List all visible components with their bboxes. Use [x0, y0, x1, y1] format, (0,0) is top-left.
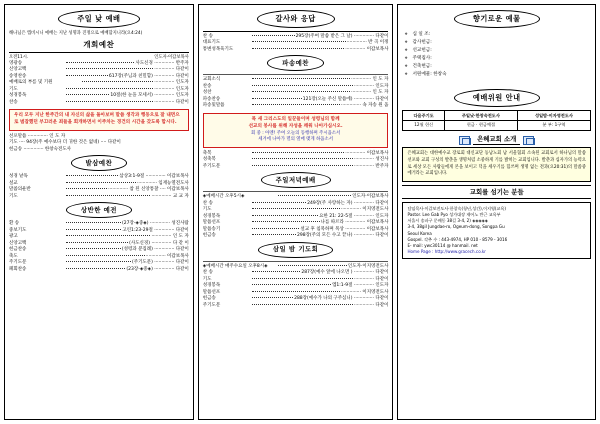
- column1-title: 주일 낮 예배: [58, 10, 139, 28]
- dot-leader: [66, 248, 121, 249]
- order-value: 287장(예수 앞에 나오면 ) ·············· 다같이: [301, 270, 389, 276]
- committee-title-wrap: [402, 89, 591, 107]
- dot-leader: [66, 62, 135, 63]
- order-value: 617장(주님과 친밀함) ·············· 다같이: [108, 73, 189, 79]
- order-list-1: [9, 61, 189, 107]
- order-list-3: [9, 221, 189, 273]
- order-label: 말씀선포: [202, 220, 221, 226]
- duty-header-cell: 성일밤·이자영전도사: [517, 111, 590, 121]
- order-label: 중보기도: [9, 227, 27, 233]
- contact-homepage[interactable]: Home Page : http://www.gracech.co.kr: [407, 248, 486, 254]
- order-label: 주기도문: [9, 260, 27, 266]
- dot-leader: [66, 94, 110, 95]
- order-value: ·············· 속 자송 원 옵: [340, 103, 389, 109]
- section-wednesday-title: 삼일 밤 기도회: [258, 242, 334, 258]
- table-header-row: [403, 111, 591, 121]
- service-time: 오전11시.: [9, 54, 29, 60]
- dot-leader: [66, 229, 122, 230]
- column2-title: 갈사와 응답: [257, 10, 335, 28]
- offering-list: [402, 31, 591, 79]
- order-label: 광고: [9, 234, 18, 240]
- dot-leader: [252, 165, 353, 166]
- dot-leader: [82, 81, 153, 82]
- order-list-wednesday: [203, 264, 389, 310]
- divider: [203, 261, 389, 262]
- order-value: ·············· 인 도 자: [351, 77, 389, 83]
- order-label: 헌금찬송: [9, 247, 27, 253]
- order-value: ·············· 다같이: [154, 67, 189, 73]
- order-list-evening: [203, 194, 389, 240]
- duty-table: [402, 110, 591, 131]
- church-intro-heading: [402, 135, 591, 146]
- duty-header-cell: 다음주기도: [403, 111, 444, 121]
- section-wednesday-title-wrap: [203, 242, 389, 258]
- order-label: ◈예배시간 오후5시◈: [202, 194, 245, 200]
- order-row: [203, 233, 389, 240]
- dot-leader: [252, 158, 353, 159]
- duty-cell: 12월 헌신: [403, 120, 444, 130]
- section3-title-wrap: [9, 202, 189, 218]
- dot-leader: [66, 235, 151, 236]
- section-opening-title: 개회예찬: [83, 40, 115, 50]
- order-value: 288장(예수가 나의 구주심니) ·············· 다같이: [294, 296, 389, 302]
- offering-item: ❖ 서원예물: 한창숙: [412, 71, 591, 79]
- dot-leader: [252, 228, 299, 229]
- order-label: 설교: [9, 180, 18, 186]
- order-label: 축복: [202, 150, 212, 156]
- reading-line-4: 세겨에 나아가 멸의 열매 맺게 하옵소서: [258, 137, 334, 143]
- contact-block: [402, 202, 591, 259]
- dot-leader: [252, 202, 306, 203]
- pastor-letter: 해나님은 엡비시니 예배는 지난 성명과 진정으로 예배함지니라(요4:24): [9, 30, 143, 36]
- order-value: 엡1:1-9절 ·············· 인도자: [332, 283, 389, 289]
- reading-line-1: 목 새 그리스도의 일꾼들이며 성령님의 함께: [251, 116, 340, 122]
- order-value: 나를 따르라 ·············· 이갑보목사: [320, 220, 389, 226]
- dot-leader: [252, 152, 344, 153]
- offering-item: ❖ 선교헌금:: [412, 47, 591, 55]
- responsive-reading-callout: [203, 113, 389, 148]
- order-label: 말씀의운반: [9, 187, 31, 193]
- service-leader: 인도자·이갑보목사: [154, 54, 189, 60]
- dot-leader: [66, 75, 108, 76]
- section-evening-title-wrap: [203, 172, 389, 188]
- dot-leader: [252, 208, 340, 209]
- order-label: 파송찬송: [202, 96, 221, 102]
- dot-leader: [252, 104, 340, 105]
- order-label: 대표기도: [202, 40, 221, 46]
- order-value: ·············· 다같이: [353, 276, 389, 282]
- order-value: (사도신경) ·············· 다 같 이: [129, 240, 189, 246]
- order-label: 찬 송: [202, 33, 213, 39]
- committee-title: 예배위원 안내: [454, 89, 540, 107]
- order-value: (성령과 분집례) ·············· 다같이: [121, 247, 189, 253]
- column3-title-wrap: [402, 10, 591, 28]
- order-label: 성경봉독: [9, 93, 27, 99]
- order-value: ·············· 다같이: [353, 302, 389, 308]
- order-label: 파송및말씀: [202, 103, 225, 109]
- order-value: ·············· 인도자: [353, 83, 389, 89]
- offering-item: ❖ 십 일 조:: [412, 31, 591, 39]
- order-value: ·············· 교 교 자: [151, 193, 189, 199]
- order-row: [9, 100, 189, 107]
- dot-leader: [252, 234, 296, 235]
- church-badge-icon: [459, 136, 470, 145]
- order-label: 신앙고백: [9, 240, 27, 246]
- order-label: 축도: [9, 253, 18, 259]
- order-row: [9, 267, 189, 274]
- contact-line: 3-4, 38gil Jungdae-ro, Ogeum-dong, Songpa Gu: [407, 224, 505, 230]
- order-label: 성경봉독: [202, 213, 221, 219]
- order-value: 인도자·이지영전도사: [347, 263, 389, 269]
- dot-leader: [66, 182, 136, 183]
- dot-leader: [252, 221, 320, 222]
- order-label: 통변성목육기도: [202, 46, 234, 52]
- dot-leader: [66, 242, 128, 243]
- order-value: 설교 후 침묵하며 묵상 ·············· 이갑보목사: [300, 226, 389, 232]
- order-label: 기도: [202, 276, 212, 282]
- order-label: 찬 송: [202, 270, 213, 276]
- order-label: 말씀선포: [202, 289, 221, 295]
- column-offerings-info: [397, 4, 596, 420]
- order-label: 찬송: [202, 83, 212, 89]
- order-label: 영광송: [9, 60, 23, 66]
- repentance-callout: [9, 109, 189, 131]
- column-worship-order: [4, 4, 194, 420]
- dot-leader: [66, 175, 119, 176]
- reading-line-3: 회 중 : 아멘! 주여 오늘의 동행하며 주시옵소서: [250, 130, 341, 136]
- order-value: 298장(주의 모든 수고 끝나) ·············· 다같이: [296, 233, 389, 239]
- dot-leader: [252, 85, 353, 86]
- order-label: 송영찬송: [9, 73, 27, 79]
- dot-leader: [66, 68, 154, 69]
- order-value: ·············· 인 도 자: [151, 234, 189, 240]
- order-value: ·············· 임재능열전도사: [136, 180, 189, 186]
- dot-leader: [252, 278, 353, 279]
- dot-leader: [66, 261, 131, 262]
- column2-title-wrap: [203, 10, 389, 28]
- order-list-after: [203, 151, 389, 171]
- order-label: 신앙고백: [9, 67, 27, 73]
- order-row: [9, 147, 189, 154]
- duty-cell: 분 부: 1구역: [517, 120, 590, 130]
- order-value: (27장-◈중◈) ·············· 성진사람: [122, 221, 189, 227]
- order-label: 헌금송: [202, 296, 216, 302]
- dot-leader: [66, 255, 145, 256]
- divider: [203, 191, 389, 192]
- column3-title: 향기로운 예물: [454, 10, 540, 28]
- order-label: 성경 낱독: [9, 174, 28, 180]
- dot-leader: [66, 195, 151, 196]
- order-value: 295장(주여 말씀 받은 그 날) ·············· 다같이: [295, 33, 389, 39]
- order-row: [203, 303, 389, 310]
- dot-leader: [252, 91, 350, 92]
- order-row: [9, 194, 189, 201]
- order-value: 사도신경 ·············· 반주자: [135, 60, 189, 66]
- order-value: ·············· 참 된 신앙통찰 ···· 이갑보목사: [108, 187, 189, 193]
- dot-leader: [252, 78, 350, 79]
- contact-phone: Gospel. 각추 수 : 443-4974, HP 010 - 8579 - 3016: [407, 236, 508, 242]
- section-evening-title: 주일저녁예배: [261, 172, 331, 188]
- section-sending-title-wrap: [203, 55, 389, 71]
- offering-item: ❖ 감사헌금:: [412, 39, 591, 47]
- order-label: 기도: [9, 86, 18, 92]
- dot-leader: [252, 35, 295, 36]
- order-value: ·············· 이갑보목사: [345, 150, 389, 156]
- order-label: 성찬: [202, 90, 212, 96]
- order-label: 예배로의 부름 및 기원: [9, 80, 53, 86]
- order-row: [203, 164, 389, 171]
- table-row: [403, 120, 591, 130]
- order-label: 기도: [202, 207, 212, 213]
- order-label: ◈예배시간 매주수요일 오후8시◈: [202, 263, 268, 269]
- order-value: ·············· 인도자: [154, 86, 189, 92]
- dot-leader: [66, 88, 154, 89]
- column1-title-wrap: [9, 10, 189, 28]
- order-value: 요한 21: 22-5절 ·············· 인도자: [319, 213, 389, 219]
- order-value: ·············· 인 도 자: [351, 90, 389, 96]
- dot-leader: [252, 271, 300, 272]
- order-label: 선포말씀 ·············· 인 도 자: [9, 133, 66, 139]
- order-row: [203, 47, 389, 54]
- order-list-top: [203, 34, 389, 54]
- order-label: 찬 송: [202, 200, 213, 206]
- dot-leader: [252, 284, 331, 285]
- duty-cell: 헌금 · 현금예절: [444, 120, 517, 130]
- dot-leader: [66, 188, 107, 189]
- order-label: 성경봉독: [202, 283, 221, 289]
- church-badge-icon-right: [523, 136, 534, 145]
- dot-leader: [252, 48, 344, 49]
- contact-line: Pastor. Lee Gab Pyo 성가대장 제어노 반근 교육부: [407, 212, 501, 218]
- order-row: [203, 103, 389, 110]
- servants-heading: 교회를 섬기는 분들: [402, 185, 591, 199]
- contact-line: 담임목사·이갑보전도사·한창숙(청년,성간),이지영(교육): [407, 205, 507, 211]
- dot-leader: [252, 291, 340, 292]
- order-label: 기도: [9, 193, 18, 199]
- contact-line: 서울시 송파구 문배동 38길 3-4, 2) ◈◈◈◈◈: [407, 218, 488, 224]
- section-sending-title: 파송예찬: [267, 55, 324, 71]
- order-label: 주기도문: [202, 302, 221, 308]
- order-label: 헌금송 ·············· 한창숙전도사: [9, 146, 72, 152]
- offering-item: ❖ 건축현금:: [412, 63, 591, 71]
- divider: [9, 52, 189, 53]
- dot-leader: [252, 297, 293, 298]
- order-value: ·············· 이갑보목사: [345, 46, 389, 52]
- dot-leader: [278, 195, 351, 196]
- order-label: 환 송: [9, 221, 20, 227]
- divider: [203, 31, 389, 32]
- dot-leader: [252, 98, 302, 99]
- contact-line: Seoul Korea: [407, 230, 432, 236]
- order-value: 10절(한 눈을 모세서) ·············· 인도자: [110, 93, 189, 99]
- church-intro-text: 은혜교회는 대한예수교 장로회 대신교단 동남노회 남 서울협회 소속된 교회로서 하나님의 말씀 선포와 교회 구성의 발춘을 생명처럼 소중하게 기를 밝히는 교회입니다. 발춘과 십자가의 능력으로 세상 모든 사람들에게 본을 보이고 덕을 세우기를 힘쓰며 생명 없는 전과(요20:31)의 말씀중에거라는 교회입니다.: [402, 147, 591, 182]
- order-value: 삼상3:1-9절 ·············· 이갑보목사: [119, 174, 189, 180]
- section2-title: 발삼예찬: [71, 155, 128, 171]
- repentance-text: 우리 모두 지난 한주간의 내 자신의 삶을 돌아보며 말씀 생각과 행동으로 잘 내면으로 범잡했던 부끄러운 죄들을 회개하면서 이주차는 경건의 시간을 갖도록 합시다.: [14, 113, 180, 126]
- order-label: 성축복: [202, 157, 216, 163]
- order-value: ·············· 다같이: [154, 99, 189, 105]
- order-value: ·············· 인도자: [154, 80, 189, 86]
- dot-leader: [66, 101, 154, 102]
- column-response-services: [198, 4, 394, 420]
- dot-leader: [252, 41, 346, 42]
- order-label: 헌금송: [202, 233, 216, 239]
- order-value: ·············· 이갑보목사: [145, 253, 189, 259]
- order-label: 폐회찬송: [9, 266, 27, 272]
- order-value: (23장-◈중◈) ·············· 다같이: [126, 266, 189, 272]
- order-value: ·············· 이지영전도사: [340, 207, 389, 213]
- order-label: 말씀송기: [202, 226, 221, 232]
- order-value: 고린1:23-29절 ·············· 다같이: [122, 227, 189, 233]
- order-list-sending: [203, 77, 389, 110]
- order-value: ·············· 이지영전도사: [340, 289, 389, 295]
- reading-line-2: 선교의 봉사를 위해 자성을 깨워 나아가십시오.: [248, 123, 343, 129]
- order-value: ·············· 성진사: [353, 157, 389, 163]
- dot-leader: [66, 222, 121, 223]
- offering-item: ❖ 주택집사:: [412, 55, 591, 63]
- dot-leader: [252, 304, 353, 305]
- order-value: 인도자·이갑보목사: [352, 194, 389, 200]
- order-label: 기도 ···· 94장(주 예수보다 더 귀한 것은 없네) ···· 다같이: [9, 140, 121, 146]
- order-value: 249장(주 사랑하는 자) ·············· 다같이: [307, 200, 389, 206]
- dot-leader: [252, 215, 318, 216]
- section3-title: 상반한 예전: [66, 202, 132, 218]
- order-label: 찬송: [9, 99, 18, 105]
- divider: [203, 74, 389, 75]
- section2-title-wrap: [9, 155, 189, 171]
- order-value: ·············· 반 곡 이정: [346, 40, 389, 46]
- contact-email: E- mail: ywc30114 @ hanmail. net: [407, 242, 478, 248]
- order-value: 121장(오늘 주신 말씀에) ·············· 다같이: [302, 96, 389, 102]
- dot-leader: [66, 268, 126, 269]
- order-label: 주기도문: [202, 163, 221, 169]
- duty-header-cell: 주일낮·한창숙전도사: [444, 111, 517, 121]
- order-label: 교회소식: [202, 77, 221, 83]
- order-value: (주기도문) ·············· 다같이: [131, 260, 189, 266]
- order-value: ·············· 반주자: [353, 163, 389, 169]
- order-list-2: [9, 174, 189, 200]
- dot-leader: [278, 265, 347, 266]
- church-intro-title: 은혜교회 소개: [473, 135, 520, 146]
